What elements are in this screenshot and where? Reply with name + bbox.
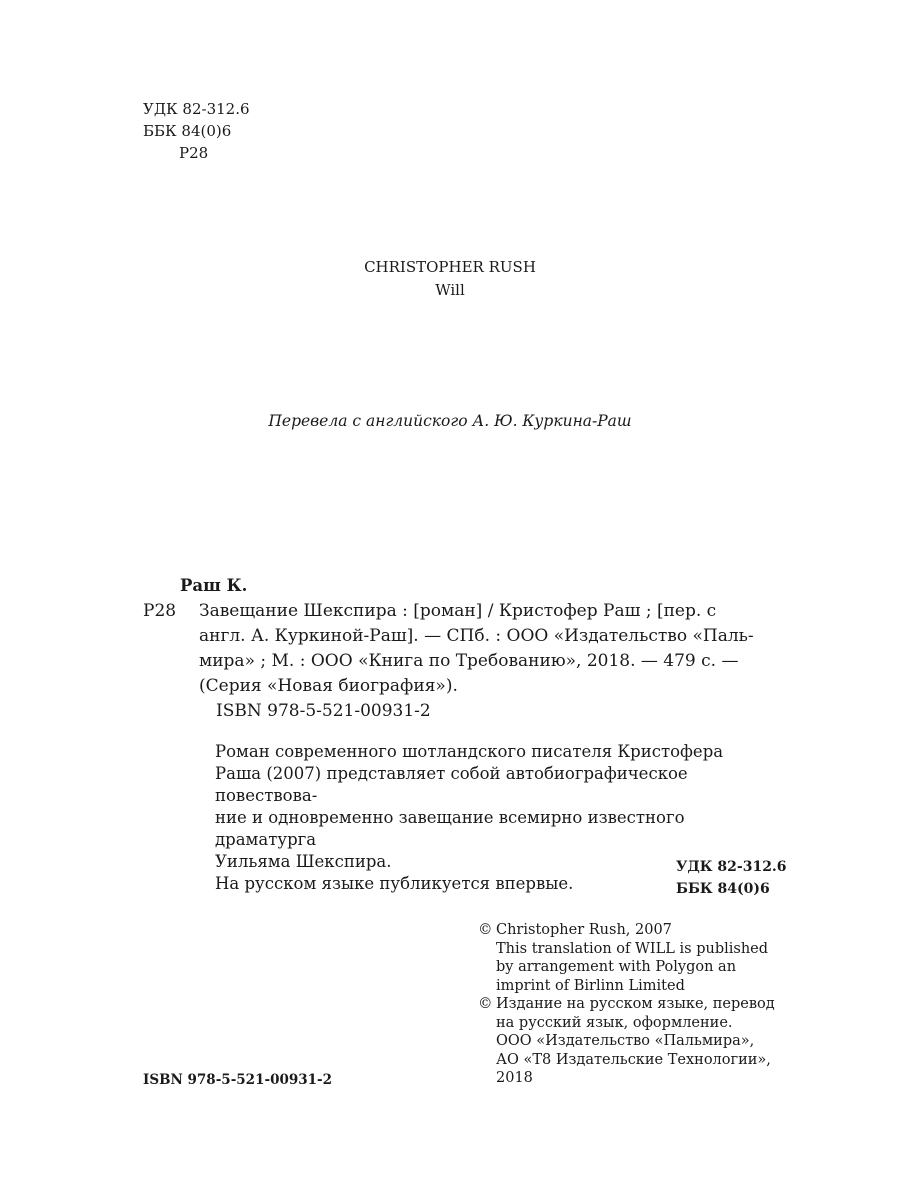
bbk-code: ББК 84(0)6: [676, 881, 770, 897]
copyright-line: на русский язык, оформление.: [496, 1014, 733, 1031]
annotation-line: Роман современного шотландского писателя Кристофера: [215, 742, 724, 761]
bibliographic-line: [143, 649, 773, 674]
copyright-line: imprint of Birlinn Limited: [496, 977, 685, 994]
bibliographic-line: [143, 674, 773, 699]
copyright-line: АО «Т8 Издательские Технологии»,: [496, 1051, 771, 1068]
bibliographic-heading: Раш К.: [180, 576, 248, 595]
copyright-symbol: ©: [478, 922, 493, 938]
bibliographic-text: мира» ; М. : ООО «Книга по Требованию», 2018. — 479 с. —: [199, 651, 739, 671]
copyright-line: 2018: [496, 1070, 533, 1086]
classification-block-top: [143, 98, 250, 164]
copyright-line: This translation of WILL is published: [496, 940, 769, 957]
original-edition: [0, 256, 900, 302]
author-sign-code: Р28: [143, 601, 177, 621]
annotation-line: ние и одновременно завещание всемирно известного драматурга: [215, 808, 685, 849]
copyright-line: Christopher Rush, 2007: [496, 922, 672, 938]
bibliographic-text: (Серия «Новая биография»).: [199, 676, 458, 696]
udk-code: УДК 82-312.6: [676, 859, 787, 875]
original-title: Will: [435, 281, 465, 299]
annotation-note: На русском языке публикуется впервые.: [215, 874, 574, 893]
copyright-entry: [478, 921, 788, 995]
isbn-bottom: ISBN 978-5-521-00931-2: [143, 1072, 333, 1088]
copyright-line: by arrangement with Polygon an: [496, 959, 737, 975]
bibliographic-text: англ. А. Куркиной-Раш]. — СПб. : ООО «Издательство «Паль-: [199, 626, 754, 646]
annotation-line: Раша (2007) представляет собой автобиографическое повествова-: [215, 764, 688, 805]
copyright-line: ООО «Издательство «Пальмира»,: [496, 1033, 755, 1049]
bbk-code: ББК 84(0)6: [143, 122, 232, 140]
annotation-line: Уильяма Шекспира.: [215, 852, 392, 871]
copyright-line: Издание на русском языке, перевод: [496, 996, 775, 1012]
original-author: CHRISTOPHER RUSH: [364, 258, 536, 276]
classification-block-bottom: [676, 856, 787, 900]
isbn-record: ISBN 978-5-521-00931-2: [216, 701, 431, 721]
author-sign: Р28: [179, 144, 209, 162]
copyright-block: [478, 921, 788, 1088]
copyright-entry: [478, 995, 788, 1088]
translator-credit: Перевела с английского А. Ю. Куркина-Раш: [268, 412, 632, 430]
bibliographic-line: [143, 599, 773, 624]
bibliographic-record: [143, 599, 773, 724]
bibliographic-line: [143, 624, 773, 649]
bibliographic-text: Завещание Шекспира : [роман] / Кристофер Раш ; [пер. с: [199, 601, 717, 621]
udk-code: УДК 82-312.6: [143, 100, 250, 118]
copyright-symbol: ©: [478, 996, 493, 1012]
